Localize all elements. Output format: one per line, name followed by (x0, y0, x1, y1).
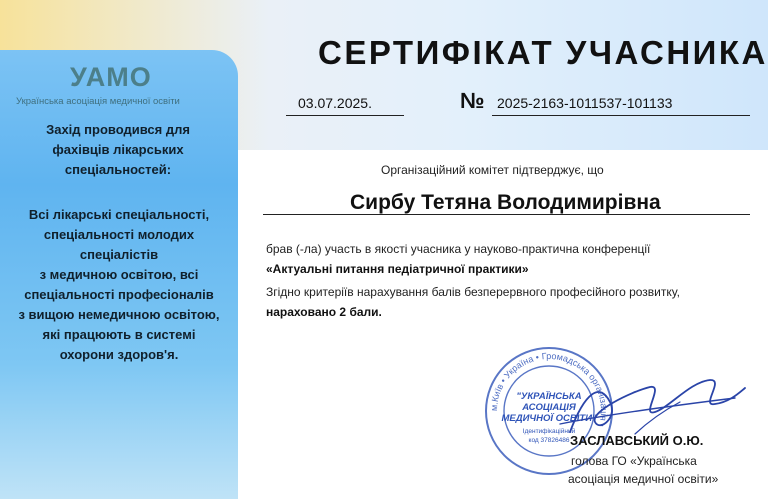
participant-name: Сирбу Тетяна Володимирівна (350, 191, 661, 214)
date-underline (286, 115, 404, 116)
audience-heading (8, 120, 228, 180)
uamo-logo: УАМО (70, 62, 152, 92)
audience-list-line: з вищою немедичною освітою, (18, 307, 220, 322)
audience-list-line: спеціалістів (79, 247, 159, 262)
signer-role: асоціація медичної освіти» (568, 472, 719, 486)
audience-list-line: з медичною освітою, всі (39, 267, 199, 282)
audience-heading-line: фахівців лікарських (52, 142, 184, 157)
event-title: «Актуальні питання педіатричної практики» (266, 262, 529, 276)
certificate-title: СЕРТИФІКАТ УЧАСНИКА (318, 34, 768, 71)
criteria-text: Згідно критеріїв нарахування балів безперервного професійного розвитку, (266, 285, 680, 299)
stamp-code-label: Ідентифікаційний (522, 428, 576, 435)
number-underline (492, 115, 750, 116)
signer-role: голова ГО «Українська (571, 454, 697, 468)
audience-list-line: охорони здоров'я. (59, 347, 179, 362)
certificate-number: 2025-2163-1011537-101133 (497, 95, 673, 111)
certificate-date: 03.07.2025. (298, 95, 372, 111)
audience-list-line: спеціальності молодих (43, 227, 195, 242)
signer-name: ЗАСЛАВСЬКИЙ О.Ю. (570, 433, 704, 448)
stamp-line: МЕДИЧНОЇ ОСВІТИ" (501, 413, 597, 424)
stamp-line: АСОЦІАЦІЯ (522, 402, 576, 413)
audience-list (2, 205, 236, 365)
logo-subtitle: Українська асоціація медичної освіти (16, 96, 180, 107)
stamp-code: код 37826486 (528, 437, 570, 444)
points-text: нараховано 2 бали. (266, 305, 382, 319)
audience-heading-line: Захід проводився для (46, 122, 190, 137)
number-sign: № (460, 88, 485, 113)
audience-list-line: які працюють в системі (42, 327, 196, 342)
confirmation-text: Організаційний комітет підтверджує, що (381, 163, 604, 177)
audience-list-line: Всі лікарські спеціальності, (28, 207, 210, 222)
audience-list-line: спеціальності професіоналів (24, 287, 214, 302)
participation-text: брав (-ла) участь в якості учасника у науково-практична конференції (266, 242, 651, 256)
stamp-ring-text: м.Київ • Україна • Громадська організація • (488, 350, 610, 428)
name-underline (263, 214, 750, 215)
audience-heading-line: спеціальностей: (64, 162, 172, 177)
stamp-line: "УКРАЇНСЬКА (516, 391, 582, 402)
